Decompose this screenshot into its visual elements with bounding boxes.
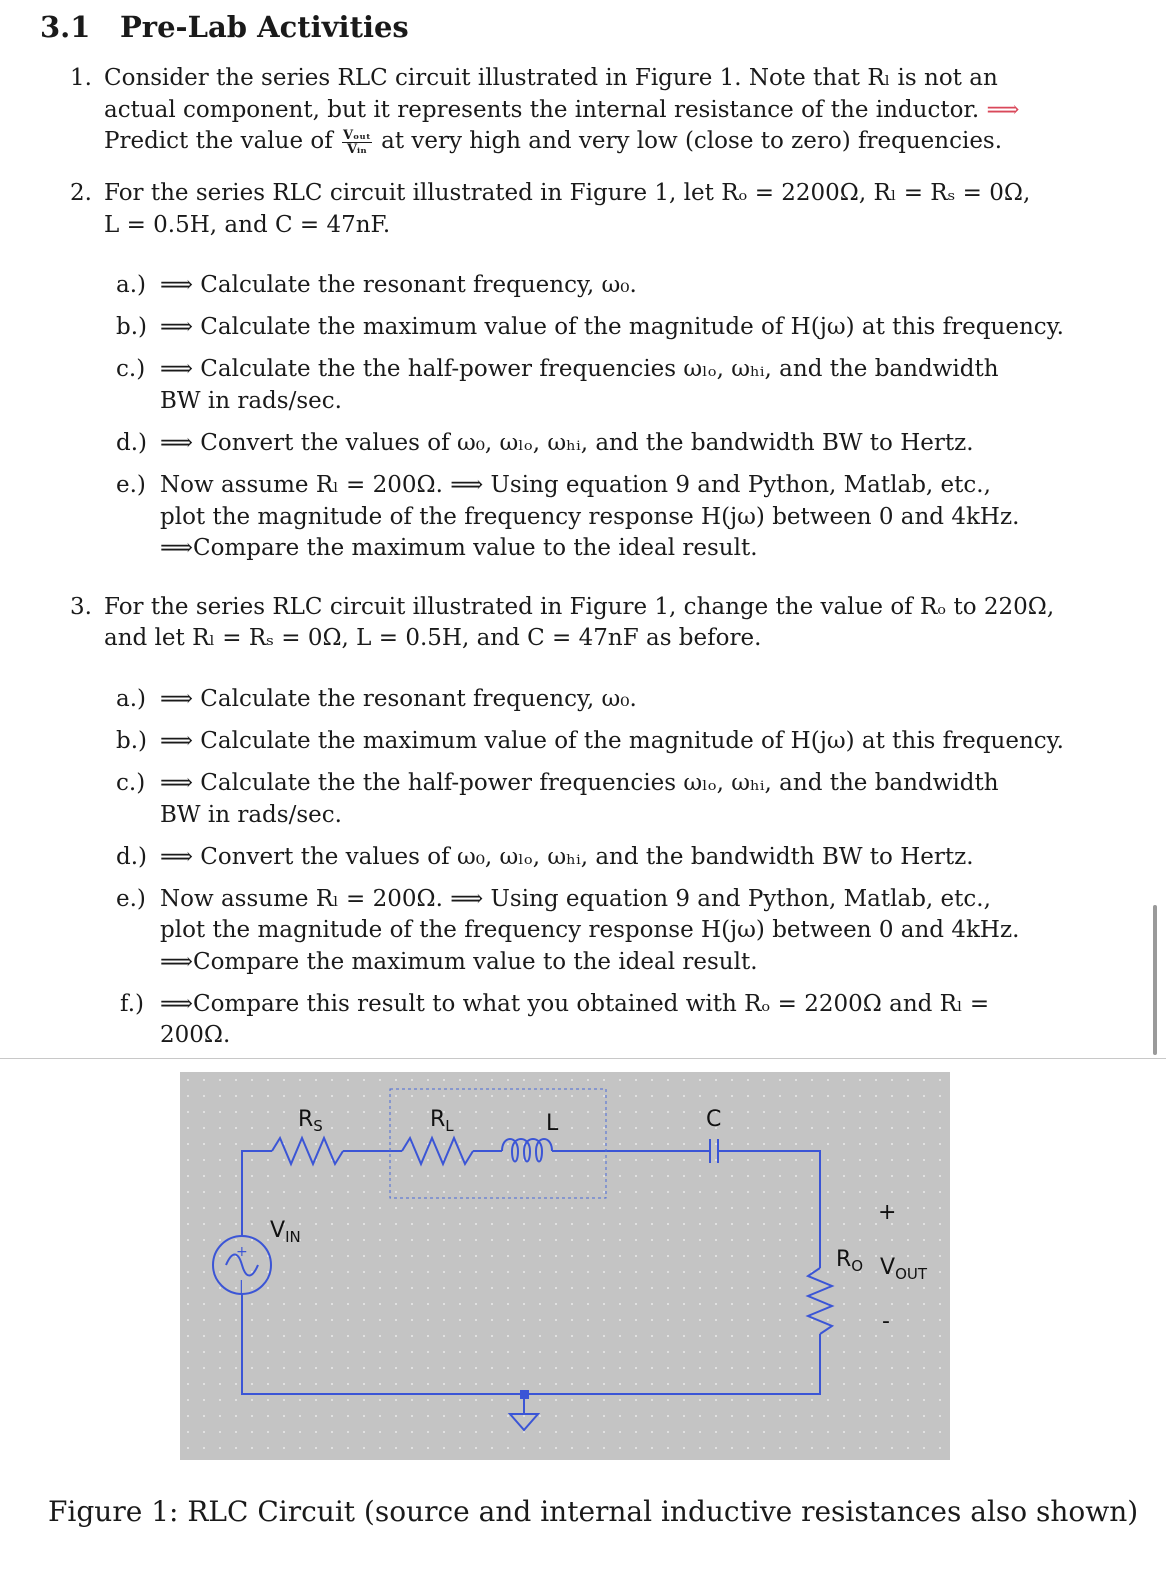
vout-over-vin-fraction — [342, 129, 372, 156]
q1-line1: Consider the series RLC circuit illustrated in Figure 1. Note that Rₗ is not an — [104, 65, 998, 91]
q3-d-text: ⟹ Convert the values of ω₀, ωₗₒ, ωₕᵢ, and the bandwidth BW to Hertz. — [160, 844, 974, 870]
schematic-grid-background — [180, 1072, 950, 1460]
q3-a-text: ⟹ Calculate the resonant frequency, ω₀. — [160, 686, 637, 712]
q3-e-text3: ⟹Compare the maximum value to the ideal result. — [160, 949, 758, 975]
fraction-denominator: Vᵢₙ — [346, 141, 367, 157]
q1-line2-text: actual component, but it represents the internal resistance of the inductor. — [104, 97, 980, 123]
q2-a-text: ⟹ Calculate the resonant frequency, ω₀. — [160, 272, 637, 298]
ground-node — [520, 1390, 529, 1399]
q2-e-text3: ⟹Compare the maximum value to the ideal result. — [160, 535, 758, 561]
q3-f-text2: 200Ω. — [160, 1022, 231, 1048]
figure-caption: Figure 1: RLC Circuit (source and internal inductive resistances also shown) — [48, 1495, 1139, 1528]
q3-c-text2: BW in rads/sec. — [160, 802, 342, 828]
q1-number: 1. — [70, 65, 92, 91]
q2-b-text: ⟹ Calculate the maximum value of the magnitude of H(jω) at this frequency. — [160, 314, 1064, 340]
q2-c-text2: BW in rads/sec. — [160, 388, 342, 414]
rlc-circuit-diagram — [180, 1072, 950, 1460]
label-vin: $V_{IN}$ — [270, 1218, 301, 1246]
q3-c-label: c.) — [116, 770, 146, 796]
q3-f-label: f.) — [120, 991, 144, 1017]
label-vout-minus: - — [882, 1309, 890, 1334]
q1-line3 — [104, 126, 1002, 156]
section-number: 3.1 — [40, 10, 91, 44]
source-minus-sign: | — [239, 1279, 244, 1295]
q2-e-text2: plot the magnitude of the frequency response H(jω) between 0 and 4kHz. — [160, 504, 1020, 530]
q1-line3-post: at very high and very low (close to zero) frequencies. — [381, 128, 1003, 154]
fraction-numerator: Vₒᵤₜ — [343, 127, 371, 143]
q3-b-label: b.) — [116, 728, 148, 754]
q3-f-text: ⟹Compare this result to what you obtained with Rₒ = 2200Ω and Rₗ = — [160, 991, 990, 1017]
label-rl: $R_L$ — [430, 1107, 454, 1135]
q3-line2: and let Rₗ = Rₛ = 0Ω, L = 0.5H, and C = 47nF as before. — [104, 625, 762, 651]
q3-b-text: ⟹ Calculate the maximum value of the magnitude of H(jω) at this frequency. — [160, 728, 1064, 754]
label-rs: $R_S$ — [298, 1107, 323, 1135]
q2-b-label: b.) — [116, 314, 148, 340]
q2-a-label: a.) — [116, 272, 146, 298]
section-title: Pre-Lab Activities — [120, 10, 409, 44]
q2-d-label: d.) — [116, 430, 148, 456]
q2-line1: For the series RLC circuit illustrated in Figure 1, let Rₒ = 2200Ω, Rₗ = Rₛ = 0Ω, — [104, 180, 1031, 206]
q1-line2 — [104, 95, 1020, 125]
q3-line1: For the series RLC circuit illustrated in Figure 1, change the value of Rₒ to 220Ω, — [104, 594, 1055, 620]
label-vout: $V_{OUT}$ — [880, 1255, 928, 1283]
q3-number: 3. — [70, 594, 92, 620]
q2-d-text: ⟹ Convert the values of ω₀, ωₗₒ, ωₕᵢ, and the bandwidth BW to Hertz. — [160, 430, 974, 456]
q3-e-label: e.) — [116, 886, 146, 912]
label-ro: $R_O$ — [836, 1247, 864, 1275]
scrollbar-thumb[interactable] — [1153, 905, 1157, 1055]
source-plus-sign: + — [236, 1244, 248, 1260]
label-l: L — [546, 1111, 559, 1136]
label-vout-plus: + — [878, 1200, 897, 1225]
q3-a-label: a.) — [116, 686, 146, 712]
page-divider — [0, 1058, 1166, 1059]
q2-line2: L = 0.5H, and C = 47nF. — [104, 212, 391, 238]
label-c: C — [706, 1107, 722, 1132]
q2-c-label: c.) — [116, 356, 146, 382]
q1-arrow: ⟹ — [986, 97, 1020, 123]
q3-e-text: Now assume Rₗ = 200Ω. ⟹ Using equation 9 and Python, Matlab, etc., — [160, 886, 991, 912]
q3-e-text2: plot the magnitude of the frequency response H(jω) between 0 and 4kHz. — [160, 917, 1020, 943]
q2-e-text: Now assume Rₗ = 200Ω. ⟹ Using equation 9 and Python, Matlab, etc., — [160, 472, 991, 498]
q2-number: 2. — [70, 180, 92, 206]
q2-e-label: e.) — [116, 472, 146, 498]
q3-d-label: d.) — [116, 844, 148, 870]
q2-c-text: ⟹ Calculate the the half-power frequencies ωₗₒ, ωₕᵢ, and the bandwidth — [160, 356, 999, 382]
q3-c-text: ⟹ Calculate the the half-power frequencies ωₗₒ, ωₕᵢ, and the bandwidth — [160, 770, 999, 796]
q1-line3-pre: Predict the value of — [104, 128, 333, 154]
